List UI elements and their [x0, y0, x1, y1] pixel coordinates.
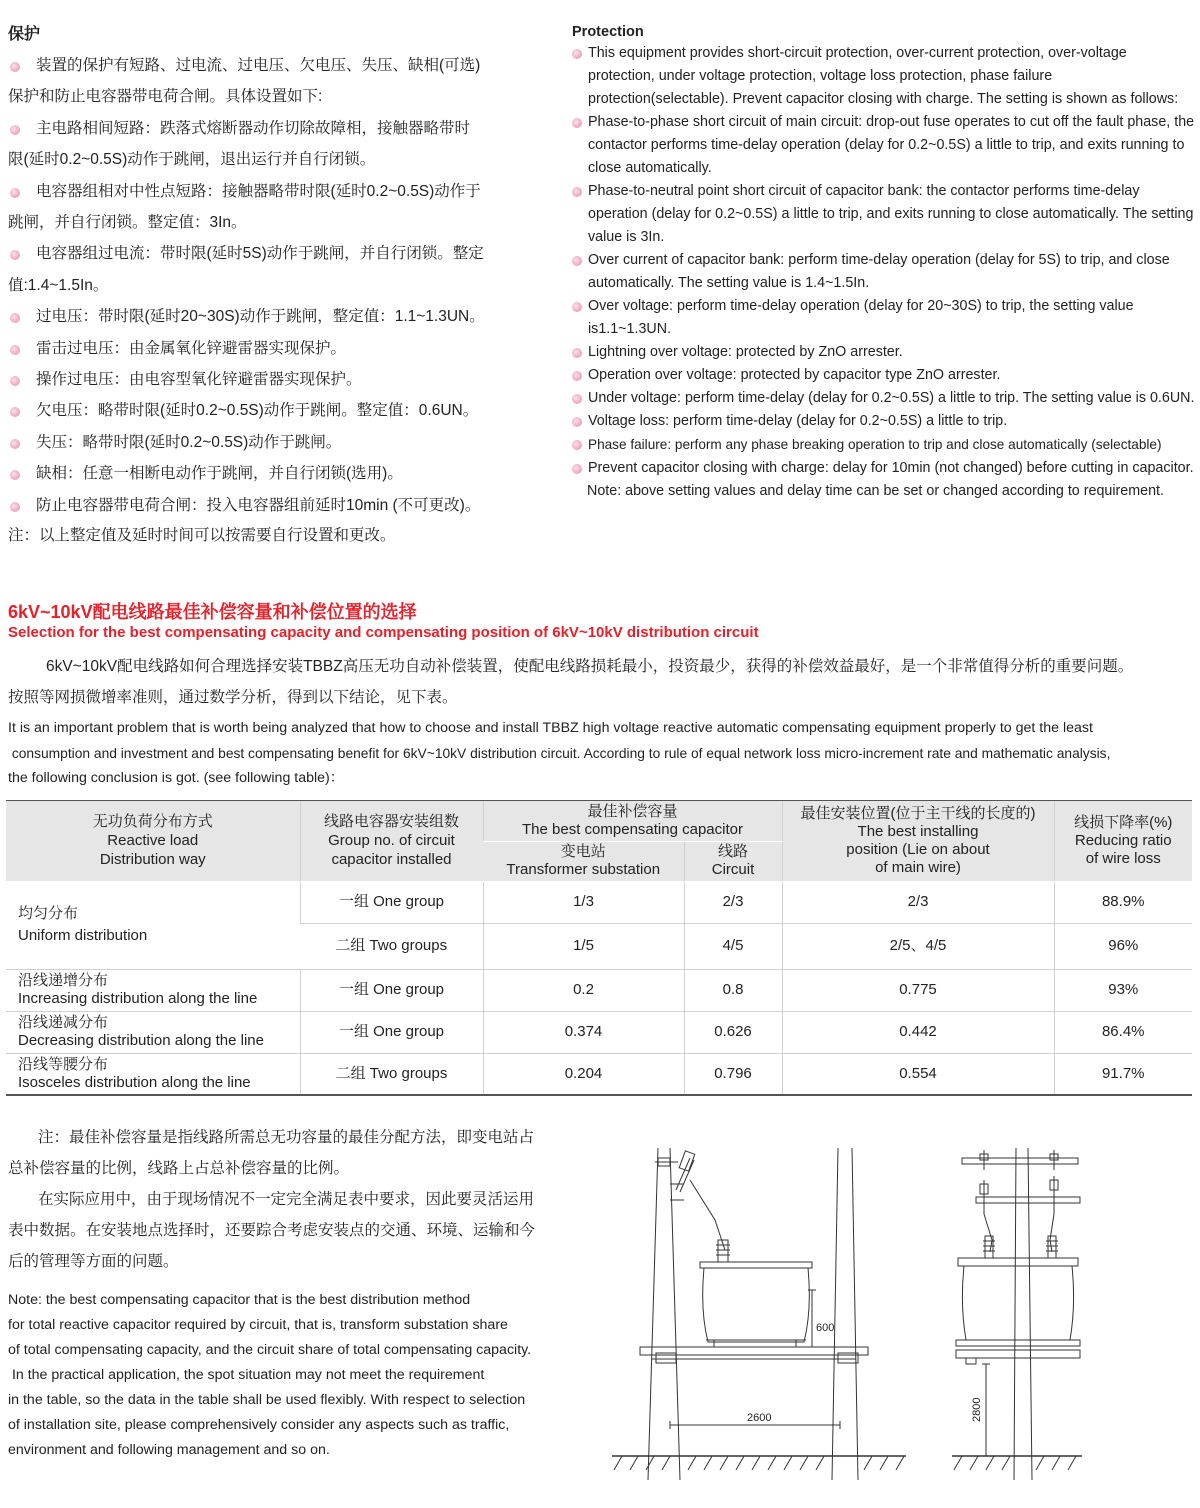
protection-zh-item-text: 电容器组过电流：带时限(延时5S)动作于跳闸，并自行闭锁。整定 — [36, 245, 484, 263]
note-en-line: for total reactive capacitor required by circuit, that is, transform substation share — [8, 1317, 508, 1333]
pink-dot-icon — [10, 376, 20, 386]
protection-zh-title: 保护 — [8, 26, 41, 43]
intro-zh-line-1: 6kV~10kV配电线路如何合理选择安装TBBZ高压无功自动补偿装置，使配电线路损耗最小，投资最少，获得的补偿效益最好，是一个非常值得分析的重要问题。 — [46, 658, 1134, 675]
protection-zh-item — [8, 364, 568, 395]
cell-circuit: 0.796 — [684, 1053, 782, 1095]
protection-en-item — [572, 457, 1196, 480]
header-best-capacity: 最佳补偿容量 The best compensating capacitor — [483, 801, 782, 841]
notes-en — [8, 1288, 588, 1463]
protection-en-item-text: Phase-to-phase short circuit of main circuit: drop-out fuse operates to cut off the fault phase, the contactor performs time-delay operation (delay for 0.2~0.5S) a little to trip, and exits running to close automatically. — [588, 114, 1195, 176]
cell-circuit: 0.8 — [684, 969, 782, 1011]
pink-dot-icon — [572, 394, 582, 404]
cell-circuit: 0.626 — [684, 1011, 782, 1053]
protection-en-item — [572, 364, 1196, 387]
row-dist-isosceles: 沿线等腰分布 Isosceles distribution along the line — [6, 1053, 300, 1095]
table-row — [6, 1053, 1192, 1095]
selection-title-zh: 6kV~10kV配电线路最佳补偿容量和补偿位置的选择 — [8, 602, 417, 622]
intro-zh-line-2: 按照等网损微增率准则，通过数学分析，得到以下结论，见下表。 — [8, 689, 458, 706]
cell-position: 0.775 — [782, 969, 1054, 1011]
protection-en-item-text: Over voltage: perform time-delay operation (delay for 20~30S) to trip, the setting value is1.1~1.3UN. — [588, 298, 1134, 337]
protection-zh-item-text: 过电压：带时限(延时20~30S)动作于跳闸，整定值：1.1~1.3UN。 — [36, 308, 485, 326]
note-en-line: environment and following management and so on. — [8, 1442, 330, 1458]
protection-en-item-text: Operation over voltage: protected by capacitor type ZnO arrester. — [588, 367, 1001, 383]
cell-circuit: 2/3 — [684, 881, 782, 923]
protection-en-item-text: Phase failure: perform any phase breaking operation to trip and close automatically (selectable) — [588, 437, 1162, 452]
pink-dot-icon — [10, 407, 20, 417]
protection-zh-item — [8, 395, 568, 426]
pink-dot-icon — [10, 439, 20, 449]
note-zh-line: 注：最佳补偿容量是指线路所需总无功容量的最佳分配方法，即变电站占 — [38, 1129, 535, 1146]
compensation-table — [6, 801, 1192, 1096]
table-row — [6, 881, 1192, 923]
cell-reducing: 91.7% — [1054, 1053, 1192, 1095]
selection-title-en: Selection for the best compensating capacity and compensating position of 6kV~10kV distribution circuit — [8, 624, 759, 641]
intro-en-line-3: the following conclusion is got. (see following table)： — [8, 770, 344, 786]
note-zh-line: 表中数据。在安装地点选择时，还要踪合考虑安装点的交通、环境、运输和今 — [8, 1222, 536, 1239]
protection-en-item-text: Lightning over voltage: protected by ZnO arrester. — [588, 344, 903, 360]
pink-dot-icon — [10, 345, 20, 355]
pink-dot-icon — [572, 187, 582, 197]
protection-en-list — [572, 42, 1196, 480]
pink-dot-icon — [572, 417, 582, 427]
protection-zh-item — [8, 50, 568, 113]
table-row — [6, 969, 1192, 1011]
cell-substation: 1/5 — [483, 923, 684, 969]
pink-dot-icon — [10, 125, 20, 135]
protection-en-item — [572, 180, 1196, 249]
cell-reducing: 88.9% — [1054, 881, 1192, 923]
protection-zh-item-text: 操作过电压：由电容型氧化锌避雷器实现保护。 — [36, 371, 362, 389]
note-en-line: of installation site, please comprehensively consider any aspects such as traffic, — [8, 1417, 510, 1433]
protection-zh-section — [8, 24, 568, 551]
header-group-no: 线路电容器安装组数 Group no. of circuit capacitor installed — [300, 801, 483, 881]
protection-zh-item — [8, 113, 568, 176]
protection-en-item — [572, 341, 1196, 364]
protection-zh-item-text: 缺相：任意一相断电动作于跳闸，并自行闭锁(选用)。 — [36, 465, 403, 483]
protection-en-section — [572, 22, 1196, 503]
side-view-pole — [1014, 1148, 1032, 1480]
cell-reducing: 96% — [1054, 923, 1192, 969]
protection-zh-item-text: 雷击过电压：由金属氧化锌避雷器实现保护。 — [36, 339, 347, 357]
cell-position: 2/3 — [782, 881, 1054, 923]
note-zh-line: 后的管理等方面的问题。 — [8, 1253, 179, 1270]
pink-dot-icon — [572, 49, 582, 59]
pink-dot-icon — [572, 371, 582, 381]
protection-zh-item-continuation: 值:1.4~1.5In。 — [8, 276, 109, 294]
protection-en-item — [572, 433, 1196, 457]
protection-en-item-text: Voltage loss: perform time-delay (delay for 0.2~0.5S) a little to trip. — [588, 413, 1008, 429]
protection-en-item — [572, 249, 1196, 295]
pink-dot-icon — [10, 313, 20, 323]
row-dist-uniform: 均匀分布 Uniform distribution — [6, 881, 300, 969]
protection-zh-item-text: 失压：略带时限(延时0.2~0.5S)动作于跳闸。 — [36, 433, 342, 451]
protection-zh-item-text: 主电路相间短路：跌落式熔断器动作切除故障相，接触器略带时 — [36, 119, 471, 137]
protection-en-item — [572, 387, 1196, 410]
pink-dot-icon — [572, 118, 582, 128]
protection-zh-item — [8, 427, 568, 458]
cell-reducing: 86.4% — [1054, 1011, 1192, 1053]
note-zh-line: 总补偿容量的比例，线路上占总补偿容量的比例。 — [8, 1160, 350, 1177]
cell-substation: 0.374 — [483, 1011, 684, 1053]
pink-dot-icon — [572, 464, 582, 474]
protection-zh-item-continuation: 限(延时0.2~0.5S)动作于跳闸，退出运行并自行闭锁。 — [8, 151, 376, 169]
protection-zh-item — [8, 176, 568, 239]
protection-en-title: Protection — [572, 24, 644, 40]
note-en-line: Note: the best compensating capacitor that is the best distribution method — [8, 1292, 471, 1308]
row-dist-decreasing: 沿线递减分布 Decreasing distribution along the line — [6, 1011, 300, 1053]
protection-en-item-text: Prevent capacitor closing with charge: delay for 10min (not changed) before cutting in capacitor. — [588, 460, 1194, 476]
protection-zh-item — [8, 490, 568, 521]
protection-zh-item — [8, 333, 568, 364]
protection-en-item-text: This equipment provides short-circuit protection, over-current protection, over-voltage protection, under voltage protection, voltage loss protection, phase failure protection(selectable). Prevent capacitor closing with charge. The setting is shown as follows: — [588, 45, 1179, 107]
notes-zh — [8, 1122, 588, 1277]
table-row — [6, 1011, 1192, 1053]
intro-en-line-2: consumption and investment and best compensating benefit for 6kV~10kV distribution circuit. According to rule of equal network loss micro-increment rate and mathematic analysis, — [8, 746, 1111, 761]
protection-zh-item — [8, 458, 568, 489]
protection-zh-item-text: 欠电压：略带时限(延时0.2~0.5S)动作于跳闸。整定值：0.6UN。 — [36, 402, 479, 420]
intro-en-line-1: It is an important problem that is worth being analyzed that how to choose and install TBBZ high voltage reactive automatic compensating equipment properly to get the least — [8, 720, 1093, 736]
cell-substation: 0.2 — [483, 969, 684, 1011]
pink-dot-icon — [572, 256, 582, 266]
ground-hatch-left — [614, 1456, 904, 1470]
pink-dot-icon — [10, 188, 20, 198]
cell-substation: 0.204 — [483, 1053, 684, 1095]
row-dist-increasing: 沿线递增分布 Increasing distribution along the line — [6, 969, 300, 1011]
pink-dot-icon — [572, 440, 582, 450]
dim-2800-label: 2800 — [971, 1397, 983, 1422]
protection-zh-item-text: 电容器组相对中性点短路：接触器略带时限(延时0.2~0.5S)动作于 — [36, 182, 481, 200]
cell-position: 2/5、4/5 — [782, 923, 1054, 969]
protection-en-item — [572, 42, 1196, 111]
cell-position: 0.554 — [782, 1053, 1054, 1095]
pink-dot-icon — [10, 502, 20, 512]
header-distribution: 无功负荷分布方式 Reactive load Distribution way — [6, 801, 300, 881]
protection-en-item — [572, 111, 1196, 180]
left-pole — [648, 1148, 680, 1480]
protection-en-item-text: Under voltage: perform time-delay (delay for 0.2~0.5S) a little to trip. The setting value is 0.6UN. — [588, 390, 1195, 406]
header-reducing-ratio: 线损下降率(%) Reducing ratio of wire loss — [1054, 801, 1192, 881]
installation-drawing — [600, 1140, 1196, 1490]
cell-group: 一组 One group — [300, 881, 483, 923]
pink-dot-icon — [572, 302, 582, 312]
cell-circuit: 4/5 — [684, 923, 782, 969]
cell-group: 一组 One group — [300, 969, 483, 1011]
protection-en-note: Note: above setting values and delay time can be set or changed according to requirement. — [587, 483, 1164, 499]
selection-intro-en — [8, 716, 1198, 791]
protection-en-item — [572, 295, 1196, 341]
protection-zh-item — [8, 301, 568, 332]
note-en-line: of total compensating capacity, and the circuit share of total compensating capacity. — [8, 1342, 532, 1358]
protection-zh-list — [8, 50, 568, 521]
note-zh-line: 在实际应用中，由于现场情况不一定完全满足表中要求，因此要灵活运用 — [38, 1191, 535, 1208]
pink-dot-icon — [10, 470, 20, 480]
cell-group: 二组 Two groups — [300, 923, 483, 969]
note-en-line: In the practical application, the spot situation may not meet the requirement — [8, 1367, 485, 1383]
ground-hatch-right — [954, 1456, 1076, 1470]
cell-substation: 1/3 — [483, 881, 684, 923]
protection-zh-note: 注：以上整定值及延时时间可以按需要自行设置和更改。 — [8, 527, 396, 545]
pink-dot-icon — [10, 62, 20, 72]
note-en-line: in the table, so the data in the table shall be used flexibly. With respect to selection — [8, 1392, 526, 1408]
header-circuit: 线路 Circuit — [684, 841, 782, 881]
fuse-cutout — [670, 1151, 695, 1200]
cell-group: 二组 Two groups — [300, 1053, 483, 1095]
header-substation: 变电站 Transformer substation — [483, 841, 684, 881]
pink-dot-icon — [10, 250, 20, 260]
cell-group: 一组 One group — [300, 1011, 483, 1053]
pink-dot-icon — [572, 348, 582, 358]
dim-2600-label: 2600 — [747, 1412, 772, 1424]
protection-en-item — [572, 410, 1196, 433]
right-pole — [832, 1148, 858, 1480]
protection-zh-item-continuation: 跳闸，并自行闭锁。整定值：3In。 — [8, 214, 247, 232]
protection-zh-item-text: 装置的保护有短路、过电流、过电压、欠电压、失压、缺相(可选) — [36, 57, 481, 74]
protection-en-item-text: Phase-to-neutral point short circuit of capacitor bank: the contactor performs time-delay operation (delay for 0.2~0.5S) a little to trip, and exits running to close automatically. The setting value is 3In. — [588, 183, 1194, 245]
protection-en-item-text: Over current of capacitor bank: perform time-delay operation (delay for 5S) to trip, and close automatically. The setting value is 1.4~1.5In. — [588, 252, 1170, 291]
header-best-position: 最佳安装位置(位于主干线的长度的) The best installing position (Lie on about of main wire) — [782, 801, 1054, 881]
transformer-body — [700, 1262, 812, 1342]
cell-reducing: 93% — [1054, 969, 1192, 1011]
selection-intro-zh — [8, 651, 1198, 713]
protection-zh-item-continuation: 保护和防止电容器带电荷合闸。具体设置如下: — [8, 88, 323, 106]
cell-position: 0.442 — [782, 1011, 1054, 1053]
dim-600-label: 600 — [816, 1322, 835, 1334]
protection-zh-item-text: 防止电容器带电荷合闸：投入电容器组前延时10min (不可更改)。 — [36, 496, 481, 514]
protection-zh-item — [8, 238, 568, 301]
